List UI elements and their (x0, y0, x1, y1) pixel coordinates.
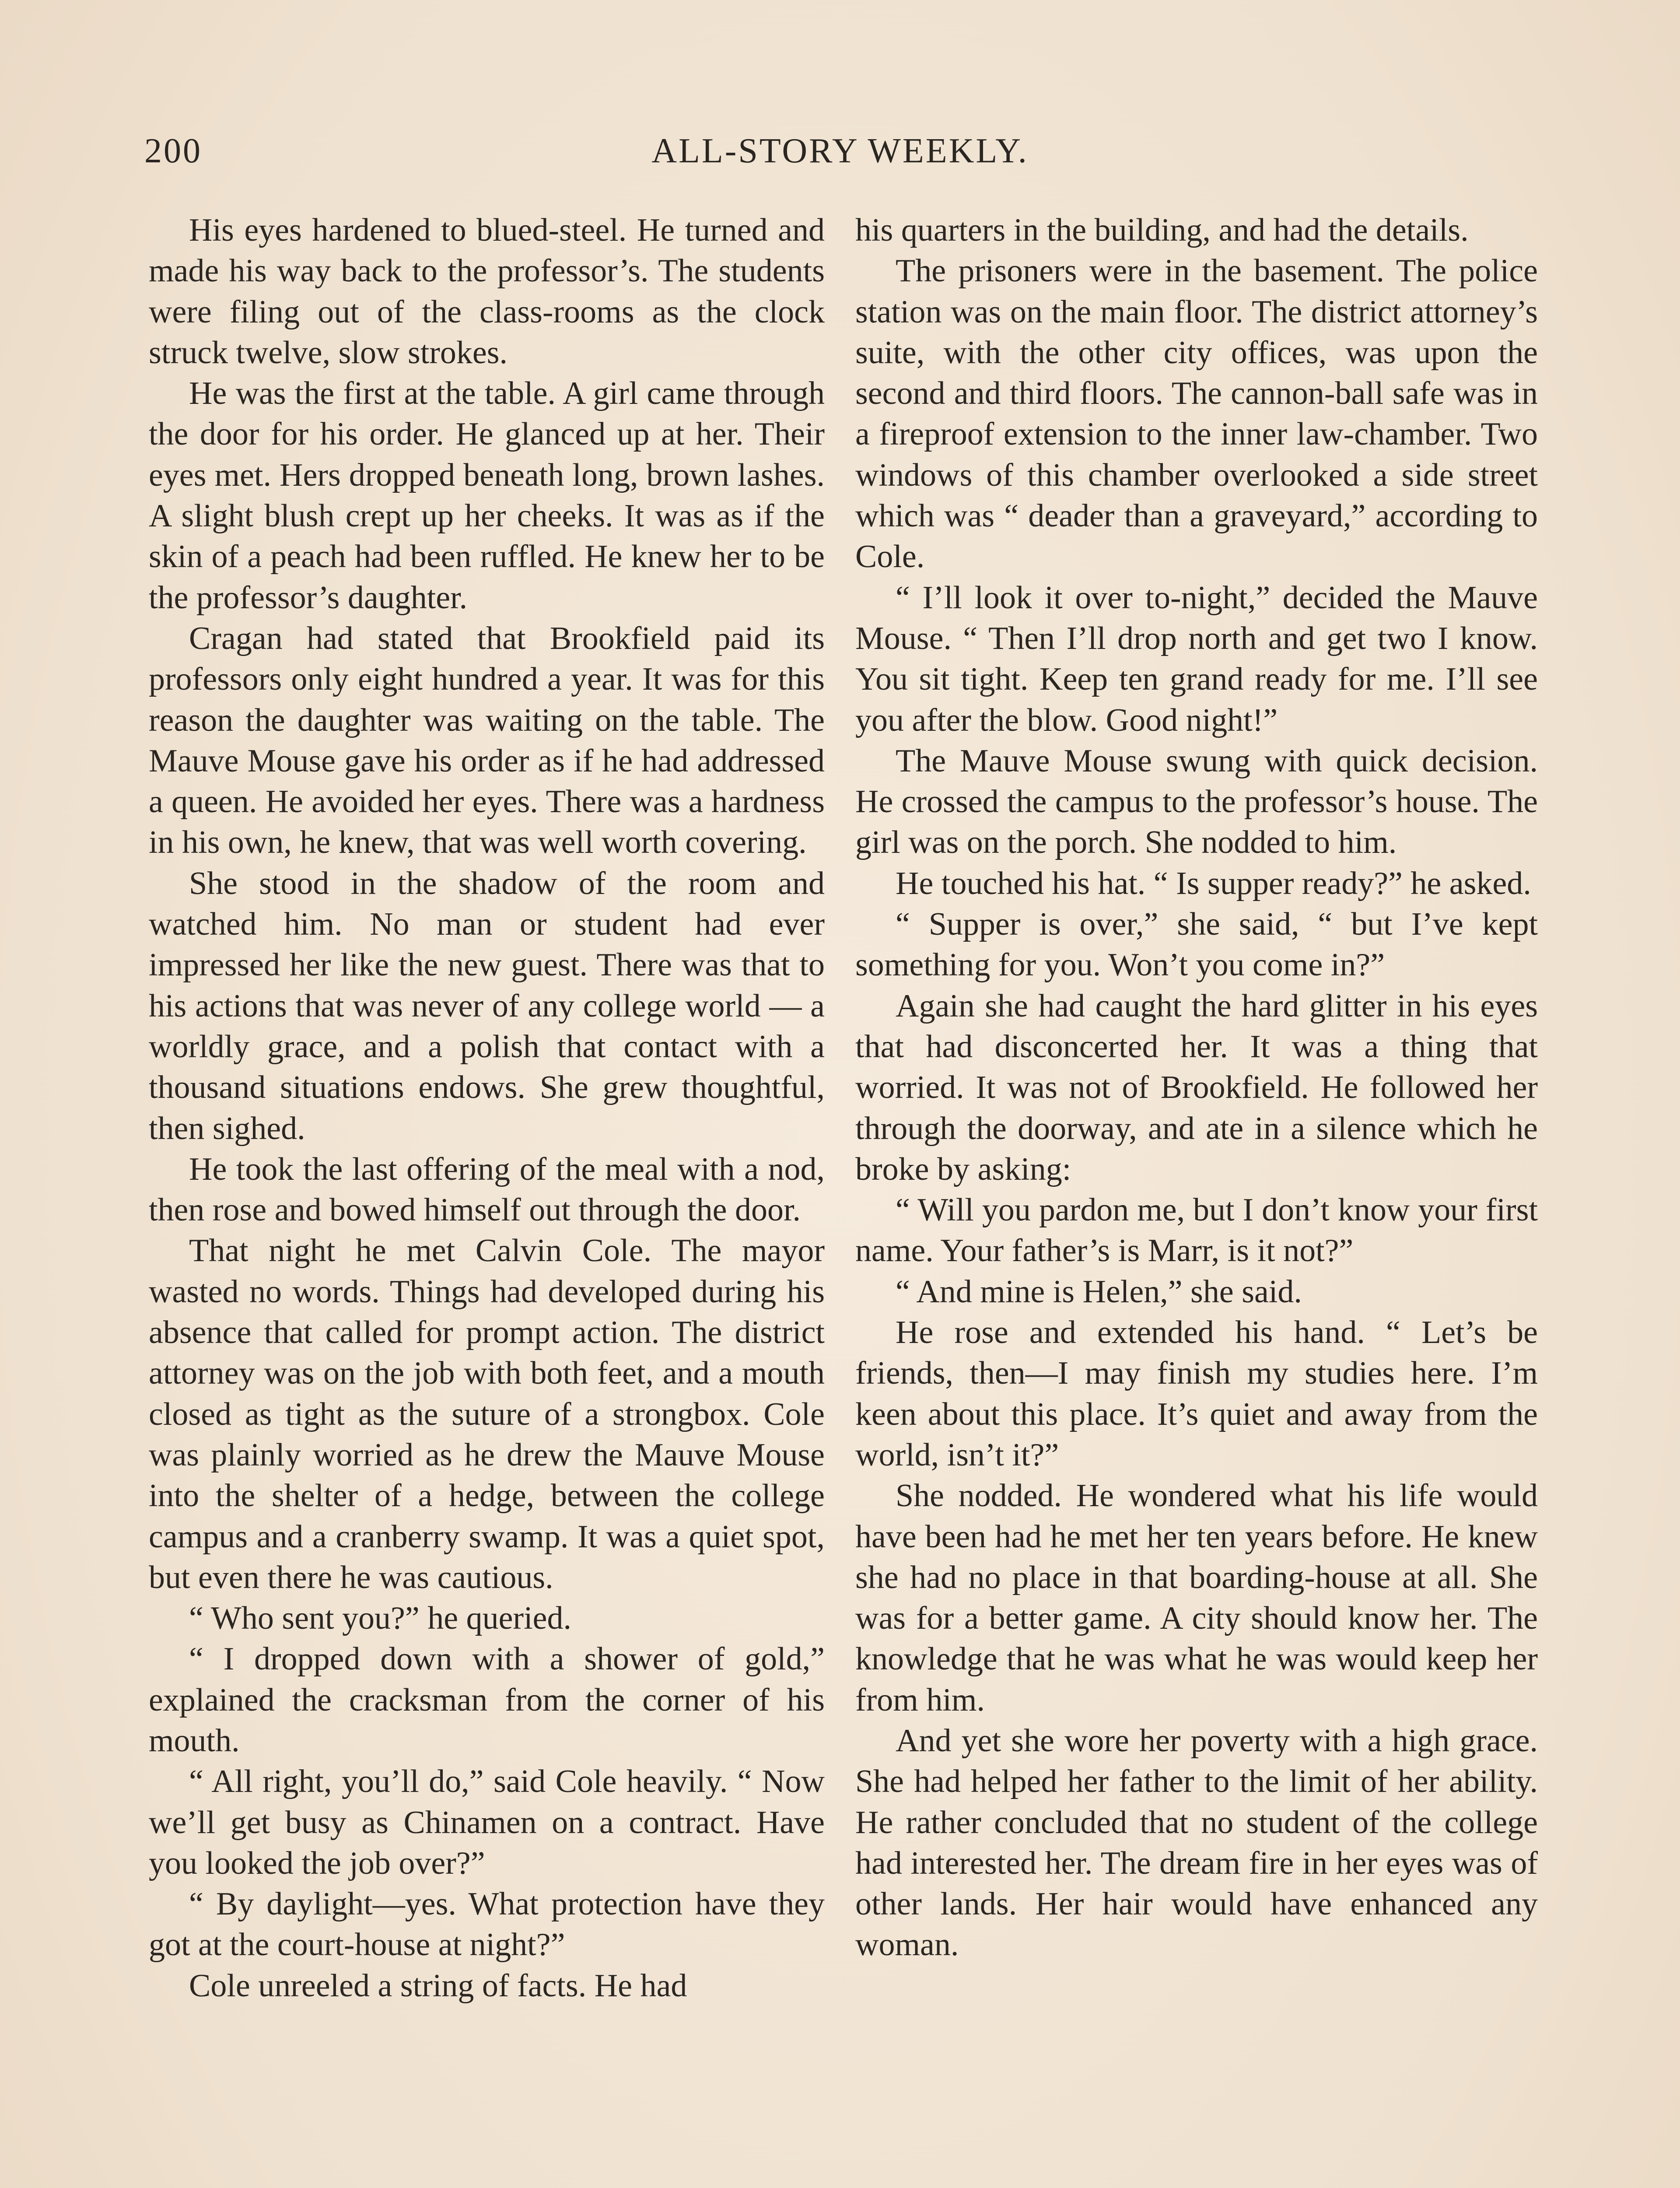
paragraph: Cole unreeled a string of facts. He had (189, 1967, 687, 2004)
paragraph: He touched his hat. “ Is supper ready?” he asked. (896, 865, 1531, 901)
paragraph: His eyes hardened to blued-steel. He turned and made his way back to the professor’s. The students were filing out of the class-rooms as the clock struck twelve, slow strokes. (149, 212, 825, 371)
paragraph: And yet she wore her poverty with a high grace. She had helped her father to the limit of her ability. He rather concluded that no student of the college had interested her. The dream fire in her eyes was of other lands. Her hair would have enhanced any woman. (855, 1722, 1538, 1963)
paragraph: “ Supper is over,” she said, “ but I’ve kept something for you. Won’t you come in?” (855, 906, 1538, 983)
paragraph: He was the first at the table. A girl came through the door for his order. He glanced up at her. Their eyes met. Hers dropped beneath long, brown lashes. A slight blush crept up her cheeks. It was as if the skin of a peach had been ruffled. He knew her to be the professor’s daughter. (149, 375, 825, 616)
paragraph: The prisoners were in the basement. The police station was on the main floor. The district attorney’s suite, with the other city offices, was upon the second and third floors. The cannon-ball safe was in a fireproof extension to the inner law-chamber. Two windows of this chamber overlooked a side street which was “ deader than a graveyard,” according to Cole. (855, 253, 1538, 575)
left-column (149, 210, 825, 2006)
paragraph: “ I dropped down with a shower of gold,” explained the cracksman from the corner of his mouth. (149, 1641, 825, 1759)
paragraph: He rose and extended his hand. “ Let’s be friends, then—I may finish my studies here. I’m keen about this place. It’s quiet and away from the world, isn’t it?” (855, 1315, 1538, 1473)
page-number: 200 (144, 132, 202, 170)
paragraph: “ All right, you’ll do,” said Cole heavily. “ Now we’ll get busy as Chinamen on a contract. Have you looked the job over?” (149, 1764, 825, 1881)
paragraph: “ Who sent you?” he queried. (189, 1600, 571, 1637)
paragraph: That night he met Calvin Cole. The mayor wasted no words. Things had developed during his absence that called for prompt action. The district attorney was on the job with both feet, and a mouth closed as tight as the suture of a strongbox. Cole was plainly worried as he drew the Mauve Mouse into the shelter of a hedge, between the college campus and a cranberry swamp. It was a quiet spot, but even there he was cautious. (149, 1233, 825, 1595)
running-head: ALL-STORY WEEKLY. (651, 132, 1029, 170)
paragraph: “ And mine is Helen,” she said. (896, 1273, 1302, 1310)
paragraph: He took the last offering of the meal with a nod, then rose and bowed himself out through the door. (149, 1151, 825, 1228)
paragraph: Cragan had stated that Brookfield paid its professors only eight hundred a year. It was for this reason the daughter was waiting on the table. The Mauve Mouse gave his order as if he had addressed a queen. He avoided her eyes. There was a hardness in his own, he knew, that was well worth covering. (149, 620, 825, 861)
paragraph: Again she had caught the hard glitter in his eyes that had disconcerted her. It was a thing that worried. It was not of Brookfield. He followed her through the doorway, and ate in a silence which he broke by asking: (855, 988, 1538, 1187)
paragraph: “ I’ll look it over to-night,” decided the Mauve Mouse. “ Then I’ll drop north and get two I know. You sit tight. Keep ten grand ready for me. I’ll see you after the blow. Good night!” (855, 579, 1538, 738)
right-column (855, 210, 1538, 1966)
page-header (144, 131, 1536, 179)
paragraph: “ Will you pardon me, but I don’t know your first name. Your father’s is Marr, is it not?” (855, 1192, 1538, 1269)
paragraph: She nodded. He wondered what his life would have been had he met her ten years before. He knew she had no place in that boarding-house at all. She was for a better game. A city should know her. The knowledge that he was what he was would keep her from him. (855, 1478, 1538, 1718)
paragraph: She stood in the shadow of the room and watched him. No man or student had ever impressed her like the new guest. There was that to his actions that was never of any college world — a worldly grace, and a polish that contact with a thousand situations endows. She grew thoughtful, then sighed. (149, 865, 825, 1147)
paragraph: “ By daylight—yes. What protection have they got at the court-house at night?” (149, 1886, 825, 1963)
paragraph-continuation: his quarters in the building, and had the details. (855, 212, 1469, 248)
paragraph: The Mauve Mouse swung with quick decision. He crossed the campus to the professor’s house. The girl was on the porch. She nodded to him. (855, 743, 1538, 861)
